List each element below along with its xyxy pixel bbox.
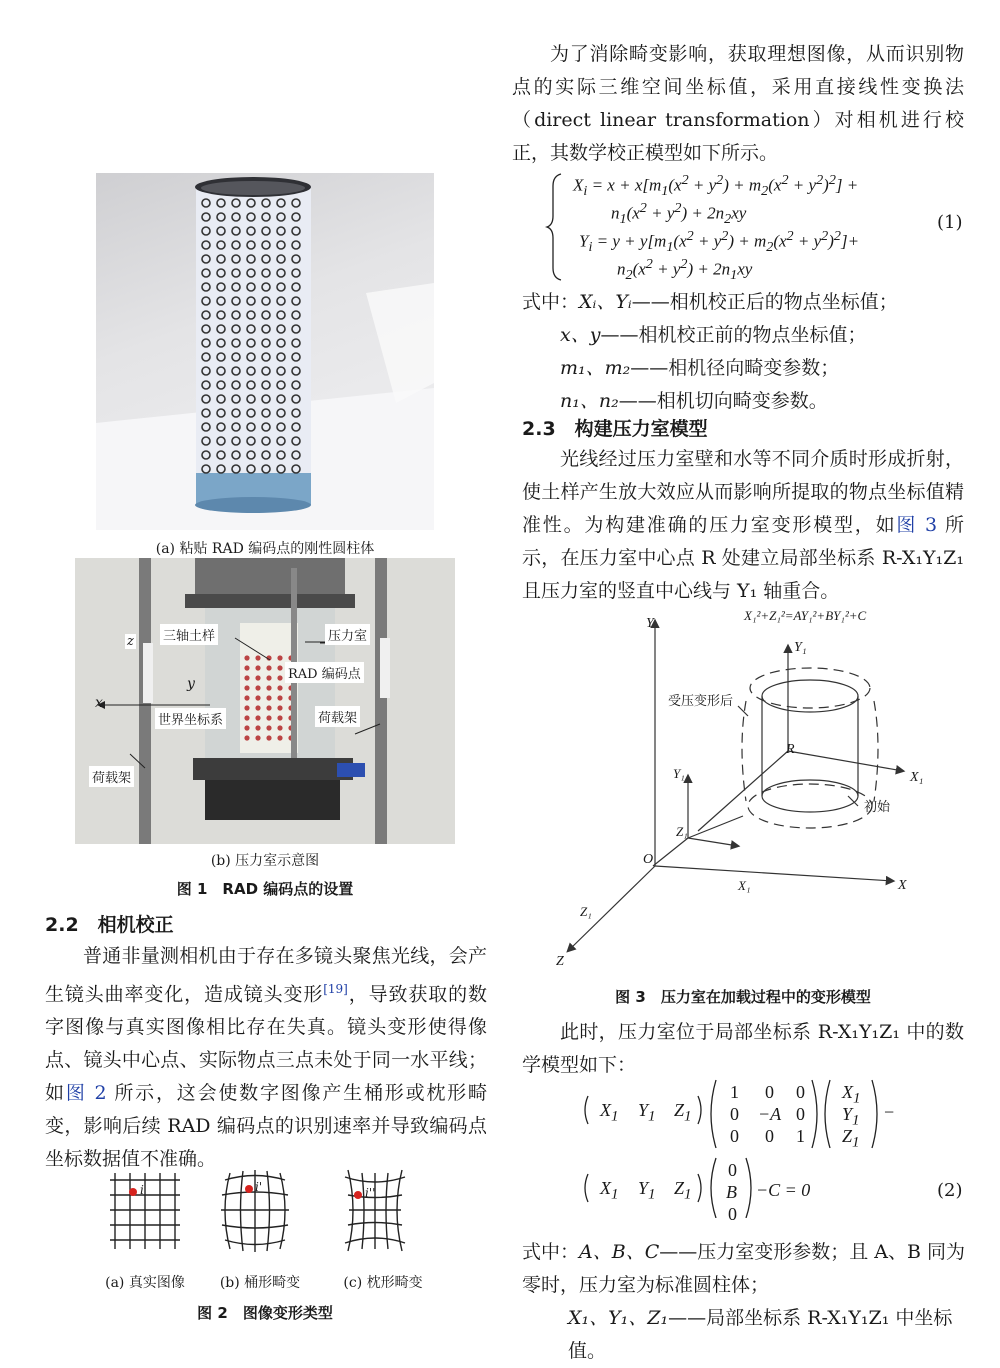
rad-marker: [266, 715, 271, 720]
rad-marker: [255, 715, 260, 720]
equation-2-number: (2): [937, 1180, 963, 1201]
where-label: 式中：: [522, 291, 580, 313]
def-symbol: X₁、Y₁、Z₁: [568, 1307, 669, 1329]
rad-marker: [277, 725, 282, 730]
label-frame-left: 荷载架: [89, 766, 134, 787]
intro-paragraph: 为了消除畸变影响，获取理想图像，从而识别物点的实际三维空间坐标值，采用直接线性变换法（direct linear transformation）对相机进行校正，其数学校正模型如下所示。: [512, 43, 964, 164]
rad-marker: [255, 725, 260, 730]
fig3-label-X: X: [898, 878, 907, 893]
fig3-label-Y1-top: Y₁: [794, 640, 807, 655]
rad-marker: [244, 695, 249, 700]
section-2-3-body: [522, 443, 964, 608]
citation-19[interactable]: [19]: [323, 982, 348, 996]
point-label-i-prime: i': [255, 1180, 263, 1194]
equation-1-number: (1): [937, 212, 963, 233]
fig3-label-Z: Z: [556, 954, 564, 969]
rad-marker: [244, 725, 249, 730]
where-label: 式中：: [522, 1241, 580, 1263]
def-symbol: x、y: [560, 324, 601, 346]
rad-marker: [244, 735, 249, 740]
figure-1a-photo: [96, 173, 434, 530]
section-2-2-body: [45, 940, 487, 1176]
figure-1b-caption: (b) 压力室示意图: [210, 853, 320, 869]
def-symbol: Xᵢ、Yᵢ: [579, 291, 632, 313]
rad-marker: [244, 685, 249, 690]
rad-marker: [255, 665, 260, 670]
section-2-2-heading: 2.2 相机校正: [45, 914, 174, 936]
rad-marker: [255, 685, 260, 690]
rad-marker: [277, 685, 282, 690]
fig3-label-Z1-left: Z₁: [676, 824, 688, 839]
label-x: x: [95, 695, 103, 711]
equation-1: $X_i = x + x[m_1(x^2 + y^2) + m_2(x^2 + y^2)^2]$ + $n_1(x^2 + y^2) + 2n_2xy$ $Y_i = y + y[m_1(x^2 + y^2) + m_2(x^2 + y^2)^2]+$ $n_2(x^2 + y^2) + 2n_1xy$: [545, 172, 965, 282]
label-y: y: [187, 676, 195, 692]
section-2-3-heading: 2.3 构建压力室模型: [522, 418, 708, 440]
rad-marker: [244, 715, 249, 720]
def-desc: ——局部坐标系 R-X₁Y₁Z₁ 中坐标值。: [568, 1307, 953, 1362]
rad-marker: [266, 675, 271, 680]
fig3-label-initial: 初始: [864, 800, 891, 815]
fig3-label-R: R: [786, 742, 795, 757]
rad-marker: [255, 675, 260, 680]
point-i: [129, 1188, 137, 1196]
rad-marker: [255, 655, 260, 660]
def-desc: ——相机切向畸变参数。: [618, 390, 828, 412]
def-symbol: A、B、C: [579, 1241, 660, 1263]
def-desc: ——相机校正前的物点坐标值；: [600, 324, 867, 346]
body-text: 普通非量测相机由于存在多镜头聚焦光线，会产生镜头曲率变化，造成镜头变形: [45, 945, 487, 1006]
label-frame-right: 荷载架: [315, 706, 360, 727]
fig3-label-Z1: Z₁: [580, 904, 592, 919]
body-text: ，导致获取的数字图像与真实图像相比存在失真。镜头变形使得像点、镜头中心点、实际物点三点未处于同一水平线；如: [45, 983, 487, 1105]
rad-marker: [244, 655, 249, 660]
point-label-i: i: [140, 1183, 144, 1197]
rad-marker: [277, 705, 282, 710]
label-world: 世界坐标系: [155, 708, 226, 729]
fig3-label-deformed: 受压变形后: [668, 694, 734, 709]
rad-marker: [277, 675, 282, 680]
def-desc: ——相机校正后的物点坐标值；: [631, 291, 898, 313]
rad-marker: [277, 695, 282, 700]
fig3-label-O: O: [643, 852, 654, 867]
figure-1b-photo: [75, 558, 455, 844]
def-desc: ——压力室变形参数；且 A、B 同为零时，压力室为标准圆柱体；: [522, 1241, 966, 1296]
equation-2-definitions: [522, 1236, 967, 1368]
rad-marker: [277, 735, 282, 740]
figure-2-link[interactable]: 图 2: [65, 1082, 107, 1105]
figure-2-title: 图 2 图像变形类型: [197, 1304, 333, 1322]
def-symbol: n₁、n₂: [560, 390, 619, 412]
figure-1a-caption: (a) 粘贴 RAD 编码点的刚性圆柱体: [155, 541, 375, 557]
figure-3-title: 图 3 压力室在加载过程中的变形模型: [615, 988, 871, 1006]
label-chamber: 压力室: [325, 624, 370, 645]
rad-marker: [266, 725, 271, 730]
equation-2: $X_1$ $Y_1$ $Z_1$ 1 0 0 0 −A 0 0 0 1 $X_1$ $Y_1$ $Z_1$ − $X_1$ $Y_1$ $Z_1$ 0 B 0 −C = 0: [580, 1078, 910, 1218]
rad-marker: [266, 685, 271, 690]
def-desc: ——相机径向畸变参数；: [630, 357, 840, 379]
rad-marker: [244, 675, 249, 680]
fig3-label-X1-bottom: X₁: [738, 878, 751, 893]
figure-2b-caption: (b) 桶形畸变: [219, 1275, 301, 1291]
rad-marker: [244, 705, 249, 710]
rad-marker: [277, 665, 282, 670]
point-i-prime: [245, 1185, 253, 1193]
figure-3: [548, 606, 948, 976]
rad-marker: [277, 715, 282, 720]
rad-marker: [244, 665, 249, 670]
fig3-label-Y1-left: Y₁: [673, 766, 685, 781]
fig3-label-Y: Y: [646, 616, 654, 631]
label-z: z: [127, 634, 134, 649]
figure-3-link[interactable]: 图 3: [896, 514, 938, 536]
rad-marker: [255, 695, 260, 700]
label-rad: RAD 编码点: [285, 662, 364, 683]
body-text: 所示，在压力室中心点 R 处建立局部坐标系 R-X₁Y₁Z₁ 且压力室的竖直中心线与 Y₁ 轴重合。: [522, 514, 964, 602]
def-symbol: m₁、m₂: [560, 357, 631, 379]
figure-1-title: 图 1 RAD 编码点的设置: [176, 880, 354, 898]
figure-2: [100, 1165, 460, 1265]
rad-marker: [255, 735, 260, 740]
rad-marker: [255, 705, 260, 710]
rad-marker: [266, 735, 271, 740]
label-sample: 三轴土样: [160, 624, 218, 645]
after-figure-3-text: 此时，压力室位于局部坐标系 R-X₁Y₁Z₁ 中的数学模型如下：: [522, 1021, 964, 1076]
figure-2a-caption: (a) 真实图像: [105, 1275, 185, 1291]
rad-marker: [277, 655, 282, 660]
rad-marker: [266, 705, 271, 710]
body-text: 光线经过压力室壁和水等不同介质时形成折射，使土样产生放大效应从而影响所提取的物点坐标值精准性。为构建准确的压力室变形模型，如: [522, 448, 964, 536]
figure-2c-caption: (c) 枕形畸变: [343, 1275, 423, 1291]
equation-1-definitions: [522, 286, 972, 418]
fig3-equation-label: X₁²+Z₁²=AY₁²+BY₁²+C: [744, 608, 867, 623]
fig3-label-X1-right: X₁: [910, 770, 924, 785]
rad-marker: [266, 695, 271, 700]
rad-marker: [266, 665, 271, 670]
body-text: 所示，这会使数字图像产生桶形或枕形畸变，影响后续 RAD 编码点的识别速率并导致编码点坐标数据值不准确。: [45, 1082, 487, 1171]
point-label-i-double-prime: i'': [365, 1186, 376, 1200]
point-i-double-prime: [354, 1191, 362, 1199]
